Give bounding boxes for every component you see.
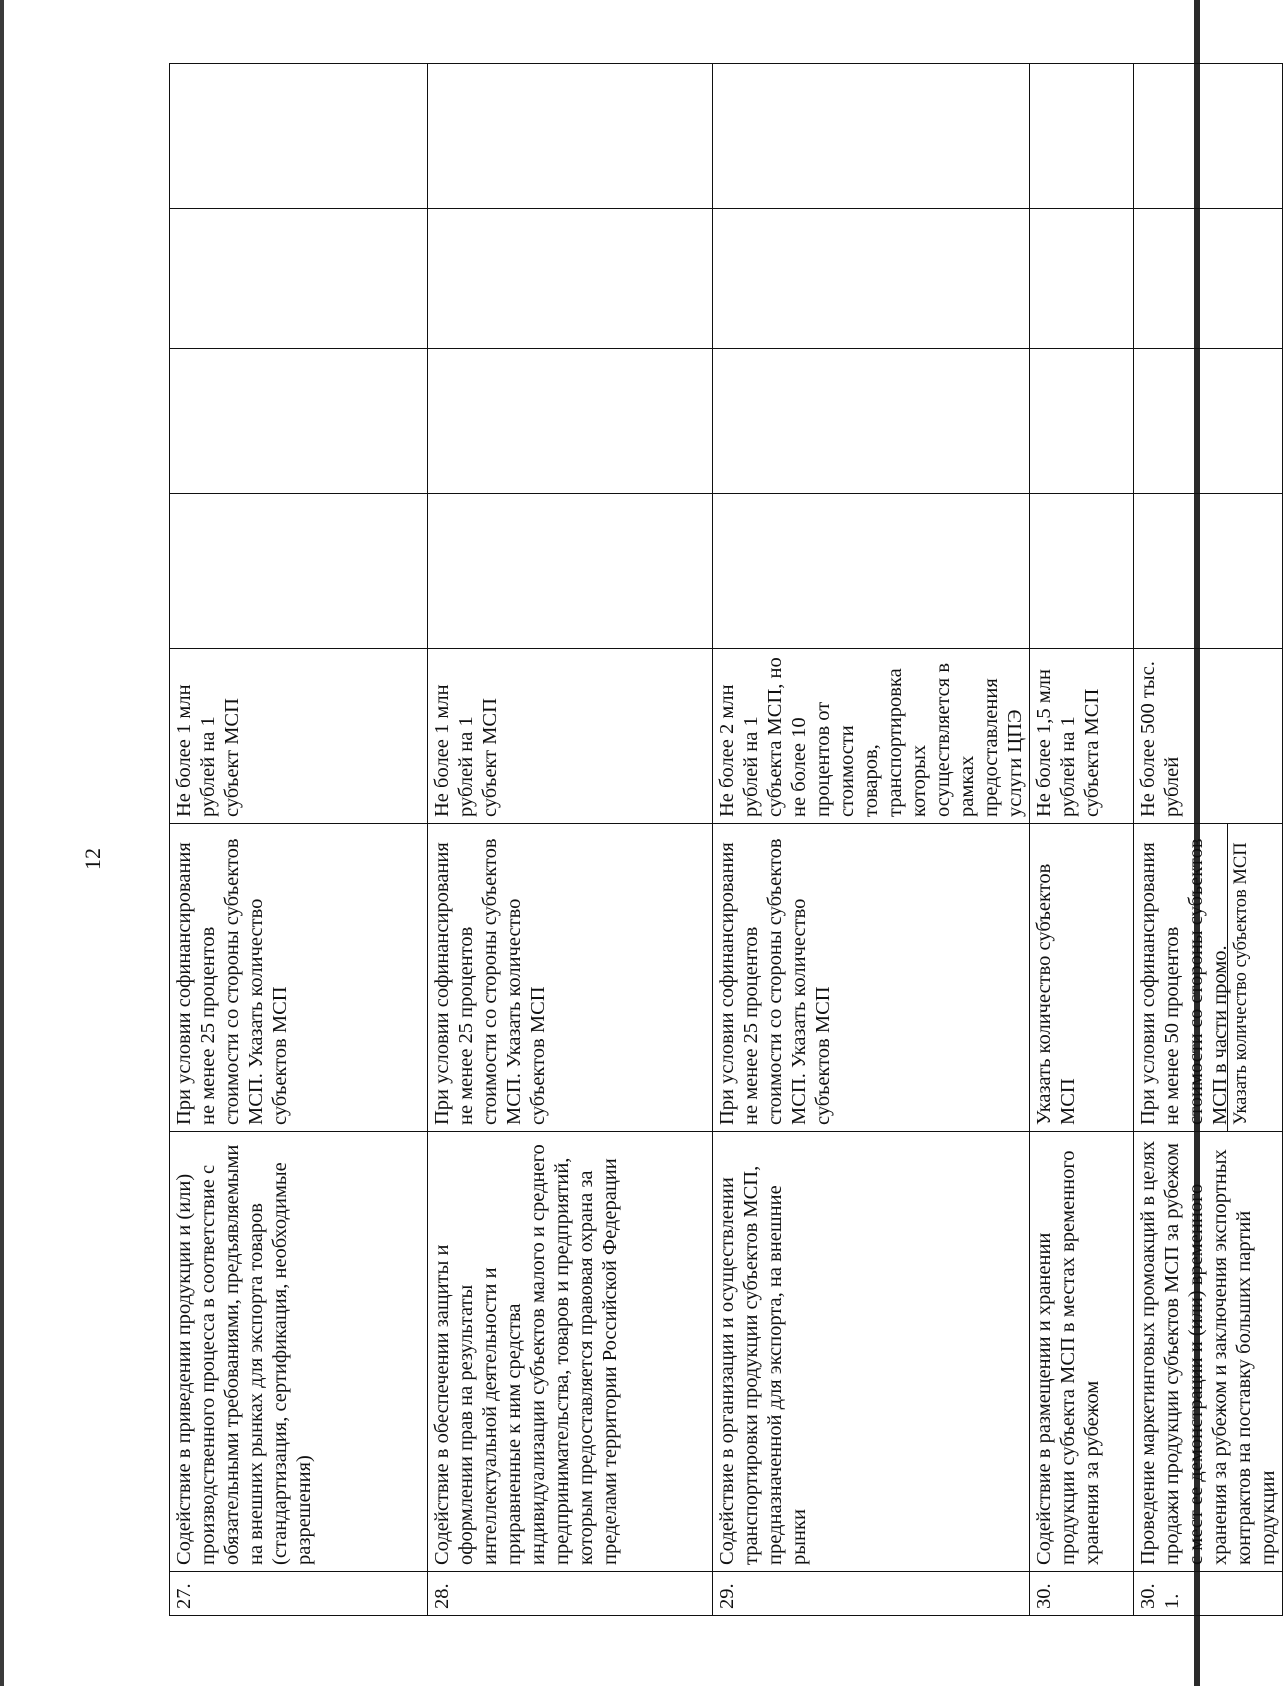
table-row	[170, 64, 428, 1616]
service-limit: Не более 1,5 млн рублей на 1 субъекта МСП	[1030, 649, 1134, 824]
table-row	[713, 64, 1030, 1616]
empty-cell	[1134, 494, 1283, 649]
empty-cell	[170, 64, 428, 209]
row-number: 30.	[1030, 1572, 1134, 1616]
service-condition-extra: Указать количество субъектов МСП	[1231, 842, 1251, 1125]
empty-cell	[170, 209, 428, 349]
empty-cell	[428, 494, 713, 649]
service-limit: Не более 1 млн рублей на 1 субъект МСП	[428, 649, 713, 824]
service-condition: При условии софинансирования не менее 25 процентов стоимости со стороны субъектов МСП. Указать количество субъектов МСП	[428, 824, 713, 1132]
row-number: 30.1.	[1134, 1572, 1283, 1616]
empty-cell	[1030, 209, 1134, 349]
empty-cell	[1134, 64, 1283, 209]
service-limit: Не более 500 тыс. рублей	[1134, 649, 1283, 824]
service-condition: При условии софинансирования не менее 25 процентов стоимости со стороны субъектов МСП. Указать количество субъектов МСП	[713, 824, 1030, 1132]
service-condition-cell	[1134, 824, 1283, 1132]
row-number: 28.	[428, 1572, 713, 1616]
scan-edge-left	[0, 0, 4, 1686]
service-description: Содействие в приведении продукции и (или) производственного процесса в соответствие с обязательными требованиями, предъявляемыми на внешних рынках для экспорта товаров (стандартизация, сертификация, необходимые разрешения)	[170, 1132, 428, 1572]
empty-cell	[713, 209, 1030, 349]
service-description: Содействие в обеспечении защиты и оформлении прав на результаты интеллектуальной деятельности и приравненные к ним средства индивидуализации субъектов малого и среднего предпринимательства, товаров и предприятий, которым предоставляется правовая охрана за пределами территории Российской Федерации	[428, 1132, 713, 1572]
service-limit: Не более 2 млн рублей на 1 субъекта МСП, но не более 10 процентов от стоимости товаров, транспортировка которых осуществляется в рамках предоставления услуги ЦПЭ	[713, 649, 1030, 824]
service-condition: Указать количество субъектов МСП	[1030, 824, 1134, 1132]
empty-cell	[1030, 64, 1134, 209]
page-number: 12	[80, 848, 105, 870]
table-row	[1030, 64, 1134, 1616]
empty-cell	[428, 349, 713, 494]
table-row	[1134, 64, 1283, 1616]
service-description: Проведение маркетинговых промоакций в целях продажи продукции субъектов МСП за рубежом с мест ее демонстрации и (или) временного хранения за рубежом и заключения экспортных контрактов на поставку больших партий продукции	[1134, 1132, 1283, 1572]
empty-cell	[1030, 494, 1134, 649]
row-number: 27.	[170, 1572, 428, 1616]
rotated-page	[169, 64, 1279, 1616]
service-condition: При условии софинансирования не менее 25 процентов стоимости со стороны субъектов МСП. Указать количество субъектов МСП	[170, 824, 428, 1132]
service-limit: Не более 1 млн рублей на 1 субъект МСП	[170, 649, 428, 824]
empty-cell	[713, 494, 1030, 649]
services-table	[169, 63, 1283, 1616]
empty-cell	[170, 349, 428, 494]
empty-cell	[428, 209, 713, 349]
empty-cell	[170, 494, 428, 649]
table-row	[428, 64, 713, 1616]
empty-cell	[1134, 209, 1283, 349]
row-number: 29.	[713, 1572, 1030, 1616]
empty-cell	[428, 64, 713, 209]
service-description: Содействие в размещении и хранении продукции субъекта МСП в местах временного хранения за рубежом	[1030, 1132, 1134, 1572]
empty-cell	[1134, 349, 1283, 494]
empty-cell	[713, 349, 1030, 494]
service-description: Содействие в организации и осуществлении транспортировки продукции субъектов МСП, предназначенной для экспорта, на внешние рынки	[713, 1132, 1030, 1572]
empty-cell	[713, 64, 1030, 209]
service-condition: При условии софинансирования не менее 50 процентов стоимости со стороны субъектов МСП в части промо.	[1134, 824, 1228, 1131]
empty-cell	[1030, 349, 1134, 494]
